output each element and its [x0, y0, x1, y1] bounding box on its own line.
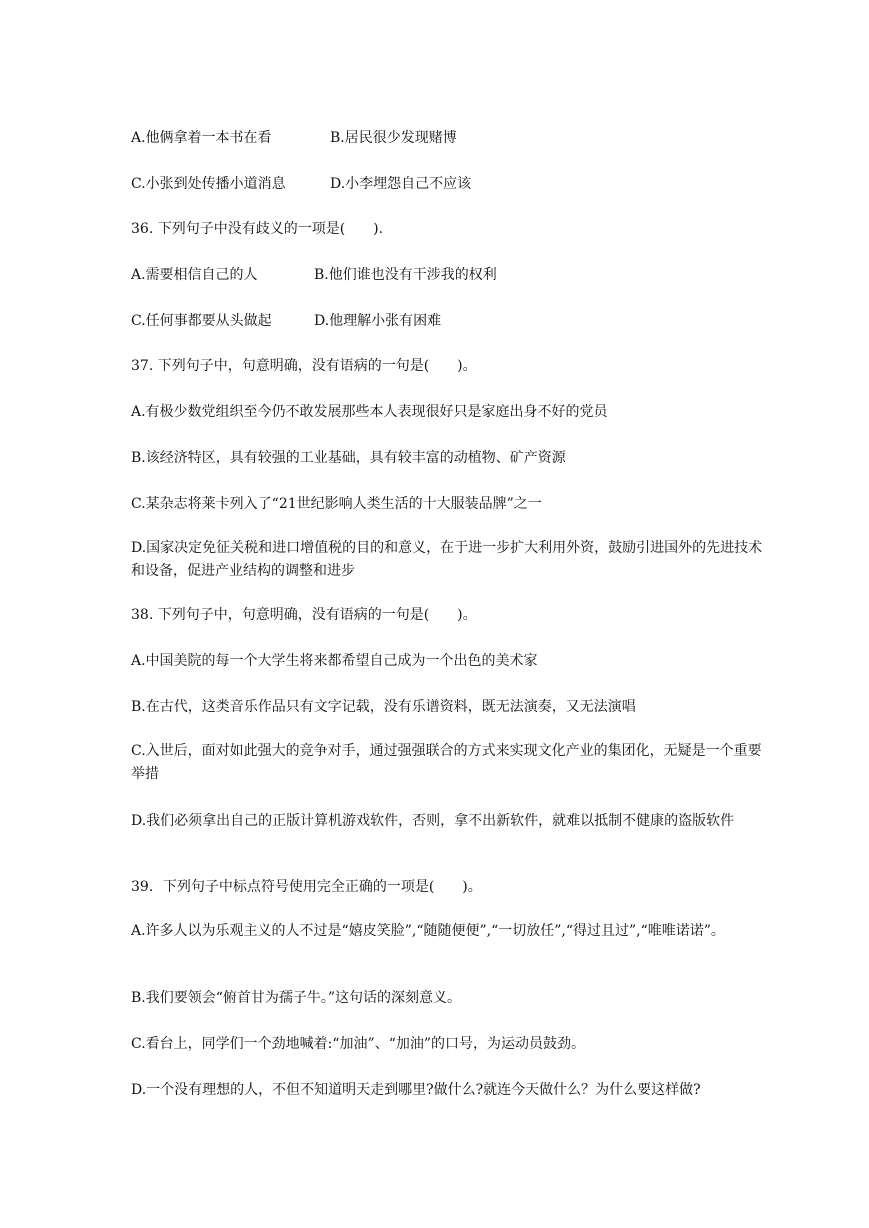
question-39: 39．下列句子中标点符号使用完全正确的一项是( )。: [131, 879, 482, 895]
q36-option-d: D.他理解小张有困难: [314, 313, 442, 329]
question-38: 38. 下列句子中，句意明确，没有语病的一句是( )。: [131, 607, 477, 623]
option-c: C.小张到处传播小道消息: [131, 176, 286, 192]
q36-option-a: A.需要相信自己的人: [131, 267, 258, 283]
q36-options-row-2: [131, 313, 442, 329]
q36-option-b: B.他们谁也没有干涉我的权利: [314, 267, 497, 283]
options-row-1: [131, 130, 457, 146]
q37-option-b: B.该经济特区，具有较强的工业基础，具有较丰富的动植物、矿产资源: [131, 450, 566, 466]
q39-option-a: A.许多人以为乐观主义的人不过是“嬉皮笑脸”,“随随便便”,“一切放任”,“得过且过”,“唯唯诺诺”。: [131, 923, 725, 939]
options-row-2: [131, 176, 472, 192]
q37-option-c: C.某杂志将莱卡列入了“21世纪影响人类生活的十大服装品牌”之一: [131, 496, 542, 512]
q39-option-b: B.我们要领会“俯首甘为孺子牛。”这句话的深刻意义。: [131, 990, 462, 1006]
question-37: 37. 下列句子中，句意明确，没有语病的一句是( )。: [131, 358, 477, 374]
q37-option-a: A.有极少数党组织至今仍不敢发展那些本人表现很好只是家庭出身不好的党员: [131, 404, 608, 420]
question-36: 36. 下列句子中没有歧义的一项是( ).: [131, 221, 384, 237]
option-d: D.小李埋怨自己不应该: [330, 176, 472, 192]
q38-option-d: D.我们必须拿出自己的正版计算机游戏软件，否则，拿不出新软件，就难以抵制不健康的盗版软件: [131, 813, 735, 829]
option-b: B.居民很少发现赌博: [330, 130, 457, 146]
q39-option-c: C.看台上，同学们一个劲地喊着:“加油”、“加油”的口号，为运动员鼓劲。: [131, 1036, 586, 1052]
q38-option-b: B.在古代，这类音乐作品只有文字记载，没有乐谱资料，既无法演奏，又无法演唱: [131, 699, 636, 715]
q38-option-c: C.入世后，面对如此强大的竞争对手，通过强强联合的方式来实现文化产业的集团化，无疑是一个重要举措: [131, 743, 762, 782]
q37-option-d: D.国家决定免征关税和进口增值税的目的和意义，在于进一步扩大利用外资，鼓励引进国外的先进技术和设备，促进产业结构的调整和进步: [131, 540, 763, 579]
option-a: A.他俩拿着一本书在看: [131, 130, 272, 146]
q36-options-row-1: [131, 267, 497, 283]
q36-option-c: C.任何事都要从头做起: [131, 313, 272, 329]
q39-option-d: D.一个没有理想的人，不但不知道明天走到哪里?做什么?就连今天做什么？为什么要这样做?: [131, 1082, 701, 1098]
q38-option-a: A.中国美院的每一个大学生将来都希望自己成为一个出色的美术家: [131, 653, 538, 669]
